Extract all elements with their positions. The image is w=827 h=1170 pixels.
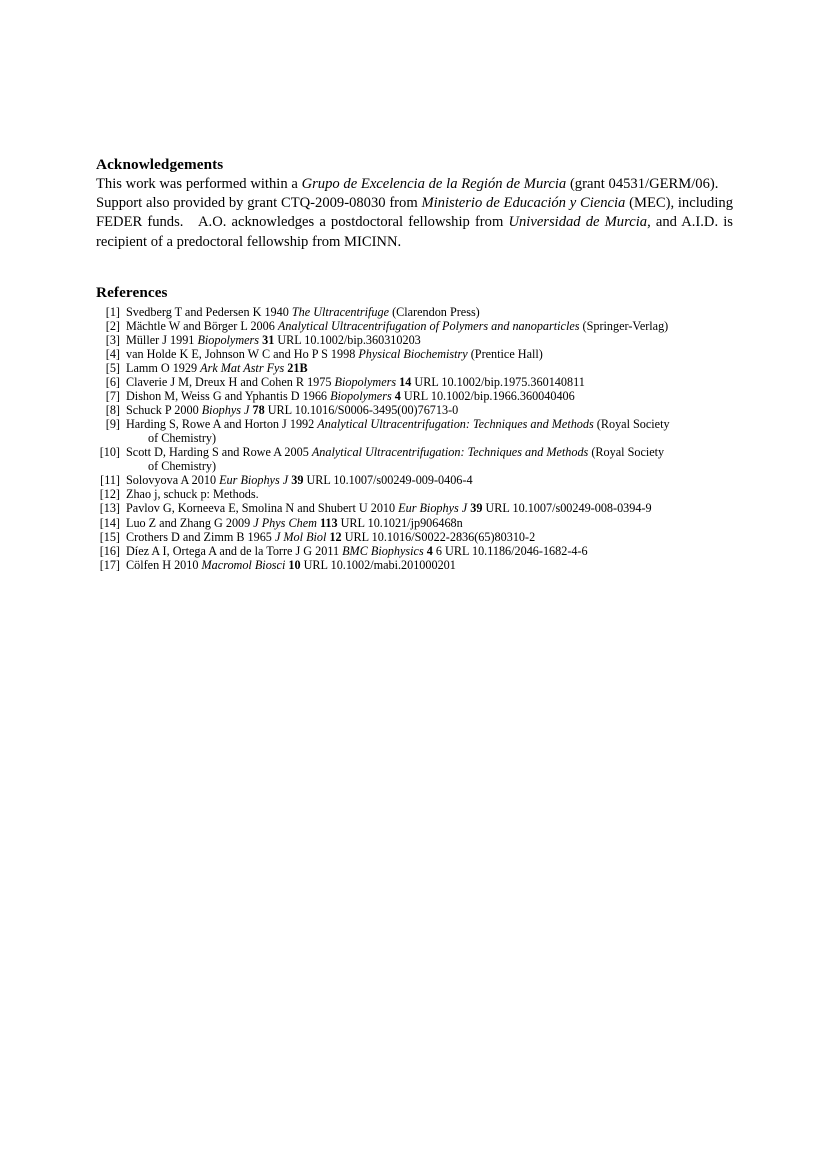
ack-italic-grupo: Grupo de Excelencia de la Región de Murcia (301, 176, 567, 192)
reference-volume: 21B (287, 361, 308, 375)
reference-label: [5] (105, 361, 120, 375)
reference-volume: 10 (288, 557, 301, 572)
reference-item (96, 473, 733, 487)
reference-label: [11] (100, 473, 120, 488)
reference-volume: 78 (252, 403, 265, 418)
reference-authors-year: Scott D, Harding S and Rowe A 2005 (126, 445, 312, 460)
reference-tail: URL 10.1021/jp906468n (337, 515, 463, 530)
reference-item (96, 487, 733, 501)
reference-item (96, 347, 733, 361)
reference-item (96, 516, 733, 530)
reference-label: [12] (99, 487, 120, 502)
reference-authors-year: Lamm O 1929 (126, 361, 201, 375)
reference-text (126, 501, 733, 515)
reference-title: Analytical Ultracentrifugation: Techniques and Methods (311, 445, 589, 460)
reference-item (96, 389, 733, 403)
reference-label: [15] (99, 529, 120, 544)
reference-authors-year: Díez A I, Ortega A and de la Torre J G 2011 (126, 543, 343, 558)
reference-label: [1] (105, 304, 120, 319)
reference-title: Biopolymers (330, 389, 392, 404)
reference-text (126, 516, 733, 530)
references-heading: References (96, 283, 168, 301)
reference-title: Biopolymers (197, 332, 260, 347)
reference-text (126, 473, 733, 487)
reference-text (126, 347, 733, 361)
reference-label: [14] (99, 515, 120, 530)
reference-title: Physical Biochemistry (358, 346, 468, 361)
reference-label: [3] (105, 332, 120, 347)
reference-volume: 39 (291, 473, 304, 488)
reference-item (96, 361, 733, 375)
reference-title: Macromol Biosci (201, 557, 286, 572)
reference-text (126, 319, 733, 333)
reference-authors-year: Müller J 1991 (126, 332, 198, 347)
reference-title: J Mol Biol (274, 529, 327, 544)
reference-authors-year: Pavlov G, Korneeva E, Smolina N and Shubert U 2010 (126, 501, 399, 516)
reference-title: Biopolymers (334, 375, 397, 390)
reference-title: The Ultracentrifuge (291, 304, 390, 319)
reference-authors-year: Cölfen H 2010 (126, 557, 202, 572)
reference-authors-year: Dishon M, Weiss G and Yphantis D 1966 (126, 389, 331, 404)
acknowledgements-paragraph (96, 175, 733, 252)
reference-item (96, 558, 733, 572)
reference-text (126, 375, 733, 389)
reference-tail: URL 10.1002/mabi.201000201 (300, 557, 456, 572)
reference-label: [6] (105, 375, 120, 390)
reference-label: [16] (99, 543, 120, 558)
reference-item (96, 319, 733, 333)
reference-volume: 14 (399, 375, 412, 390)
reference-tail: (Royal Society (588, 445, 665, 460)
reference-text (126, 487, 733, 501)
reference-tail: URL 10.1002/bip.1966.360040406 (400, 389, 575, 404)
reference-authors-year: Mächtle W and Börger L 2006 (126, 318, 278, 333)
reference-authors-year: Zhao j, schuck p: Methods. (126, 487, 259, 502)
ack-text-4: , and A.I.D. is recipient of a predoctoral fellowship from MICINN. (96, 214, 733, 250)
reference-label: [10] (99, 445, 120, 460)
reference-tail: URL 10.1016/S0006-3495(00)76713-0 (264, 403, 459, 418)
reference-text (126, 530, 733, 544)
reference-text (126, 361, 733, 375)
reference-label: [13] (99, 501, 120, 516)
reference-title: Eur Biophys J (219, 473, 289, 488)
reference-tail: URL 10.1002/bip.1975.360140811 (411, 375, 585, 390)
reference-title: Analytical Ultracentrifugation of Polymers and nanoparticles (277, 318, 580, 333)
reference-authors-year: Crothers D and Zimm B 1965 (126, 529, 275, 544)
reference-text (126, 403, 733, 417)
reference-authors-year: Harding S, Rowe A and Horton J 1992 (126, 417, 318, 432)
reference-list (96, 305, 733, 572)
reference-volume: 4 (394, 389, 401, 404)
reference-tail: (Royal Society (593, 417, 670, 432)
acknowledgements-heading: Acknowledgements (96, 156, 224, 173)
reference-title: BMC Biophysics (342, 543, 424, 558)
reference-authors-year: Svedberg T and Pedersen K 1940 (126, 304, 292, 319)
reference-label: [7] (105, 389, 120, 404)
reference-title: Biophys J (201, 403, 250, 418)
reference-volume: 4 (426, 543, 433, 558)
reference-item (96, 501, 733, 515)
reference-item (96, 305, 733, 319)
reference-authors-year: Solovyova A 2010 (126, 473, 220, 488)
ack-text-2: (grant 04531/GERM/06). Support also provided by grant CTQ-2009-08030 from (96, 176, 733, 212)
reference-text (126, 333, 733, 347)
reference-label: [4] (105, 346, 120, 361)
reference-title: Ark Mat Astr Fys (200, 361, 285, 375)
reference-authors-year: van Holde K E, Johnson W C and Ho P S 1998 (126, 346, 359, 361)
reference-authors-year: Schuck P 2000 (126, 403, 202, 418)
reference-volume: 113 (319, 515, 338, 530)
reference-label: [17] (99, 557, 120, 572)
reference-text (126, 445, 733, 473)
page-content (96, 155, 733, 572)
reference-title: Analytical Ultracentrifugation: Techniques and Methods (317, 417, 594, 432)
reference-tail: (Prentice Hall) (467, 346, 543, 361)
reference-volume: 31 (262, 332, 275, 347)
reference-volume: 39 (470, 501, 483, 516)
reference-label: [8] (105, 403, 120, 418)
reference-text (126, 417, 733, 445)
reference-label: [9] (105, 417, 120, 432)
reference-item (96, 530, 733, 544)
reference-continuation-line: of Chemistry) (148, 459, 217, 474)
reference-item (96, 445, 733, 473)
ack-text-3: (MEC), including FEDER funds. A.O. acknowledges a postdoctoral fellowship from (96, 195, 733, 231)
reference-tail: 6 URL 10.1186/2046-1682-4-6 (432, 543, 588, 558)
ack-text-1: This work was performed within a (96, 176, 302, 192)
reference-text (126, 558, 733, 572)
reference-text (126, 305, 733, 319)
reference-item (96, 403, 733, 417)
reference-continuation-line: of Chemistry) (148, 431, 217, 446)
reference-tail: (Springer-Verlag) (579, 318, 669, 333)
reference-title: Eur Biophys J (398, 501, 468, 516)
reference-item (96, 544, 733, 558)
reference-tail: URL 10.1007/s00249-008-0394-9 (482, 501, 652, 516)
reference-item (96, 375, 733, 389)
reference-item (96, 417, 733, 445)
reference-item (96, 333, 733, 347)
reference-text (126, 389, 733, 403)
reference-authors-year: Luo Z and Zhang G 2009 (126, 515, 254, 530)
reference-tail: URL 10.1007/s00249-009-0406-4 (303, 473, 473, 488)
reference-title: J Phys Chem (253, 515, 317, 530)
reference-tail: URL 10.1016/S0022-2836(65)80310-2 (341, 529, 536, 544)
reference-authors-year: Claverie J M, Dreux H and Cohen R 1975 (126, 375, 335, 390)
reference-text (126, 544, 733, 558)
reference-label: [2] (105, 318, 120, 333)
reference-volume: 12 (329, 529, 342, 544)
ack-italic-universidad: Universidad de Murcia (508, 214, 648, 231)
reference-tail: URL 10.1002/bip.360310203 (274, 332, 421, 347)
reference-tail: (Clarendon Press) (389, 304, 480, 319)
ack-italic-ministerio: Ministerio de Educación y Ciencia (421, 195, 626, 212)
